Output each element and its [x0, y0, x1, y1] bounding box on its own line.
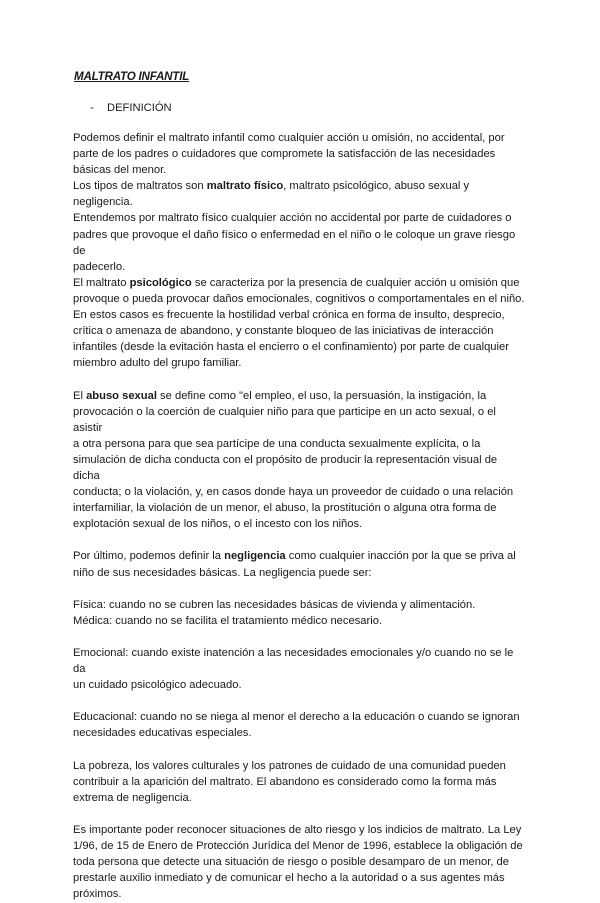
text-run: , maltrato psicológico, abuso sexual y negligencia. [73, 180, 470, 209]
section-heading-label: DEFINICIÓN [107, 102, 172, 114]
text-line: La pobreza, los valores culturales y los patrones de cuidado de una comunidad pueden [73, 759, 506, 772]
text-line: explotación sexual de los niños, o el incesto con los niños. [73, 518, 363, 531]
bold-term: maltrato físico [206, 180, 284, 193]
bold-term: negligencia [224, 550, 286, 563]
text-line: Física: cuando no se cubren las necesidades básicas de vivienda y alimentación. [73, 598, 476, 611]
bold-term: psicológico [129, 276, 192, 289]
text-line: a otra persona para que sea partícipe de una conducta sexualmente explícita, o la [73, 437, 481, 450]
paragraph-neglect-physical-medical [73, 597, 525, 629]
section-heading [90, 102, 172, 114]
text-line: básicas del menor. [73, 164, 167, 177]
paragraph-gap [73, 532, 525, 548]
paragraph-neglect-educational [73, 709, 525, 741]
paragraph-sexual-abuse [73, 388, 525, 533]
paragraph-gap [73, 371, 525, 387]
text-line: conducta; o la violación, y, en casos donde haya un proveedor de cuidado o una relación [73, 486, 514, 499]
text-line: miembro adulto del grupo familiar. [73, 357, 242, 370]
text-line: padres que provoque el daño físico o enfermedad en el niño o le coloque un grave riesgo de [73, 228, 516, 257]
text-line: parte de los padres o cuidadores que compromete la satisfacción de las necesidades [73, 148, 496, 161]
text-line: interfamiliar, la violación de un menor, el abuso, la prostitución o alguna otra forma de [73, 502, 497, 515]
text-line: 1/96, de 15 de Enero de Protección Jurídica del Menor de 1996, establece la obligación de [73, 840, 523, 853]
paragraph-law [73, 822, 525, 902]
text-run: Los tipos de maltratos son [73, 180, 207, 193]
bold-term: abuso sexual [86, 389, 157, 402]
text-line: simulación de dicha conducta con el propósito de producir la representación visual de dicha [73, 453, 498, 482]
paragraph-gap [73, 806, 525, 822]
paragraph-gap [73, 581, 525, 597]
text-line: Entendemos por maltrato físico cualquier acción no accidental por parte de cuidadores o [73, 212, 512, 225]
text-run: como cualquier inacción por la que se priva al [285, 550, 516, 563]
text-line [73, 388, 525, 404]
paragraph-physical [73, 210, 525, 274]
text-line: niño de sus necesidades básicas. La negligencia puede ser: [73, 566, 372, 579]
text-line: provocación o la coerción de cualquier niño para que participe en un acto sexual, o el asistir [73, 405, 496, 434]
text-line: un cuidado psicológico adecuado. [73, 679, 242, 692]
paragraph-types [73, 178, 525, 210]
text-line: contribuir a la aparición del maltrato. El abandono es considerado como la forma más [73, 775, 497, 788]
text-line: necesidades educativas especiales. [73, 727, 252, 740]
text-line: Médica: cuando no se facilita el tratamiento médico necesario. [73, 614, 383, 627]
document-title: MALTRATO INFANTIL [74, 70, 190, 83]
paragraph-gap [73, 629, 525, 645]
text-run: se caracteriza por la presencia de cualquier acción u omisión que [191, 276, 520, 289]
text-line: toda persona que detecte una situación de riesgo o posible desamparo de un menor, de [73, 856, 509, 869]
text-line: próximos. [73, 888, 122, 901]
text-line: provoque o pueda provocar daños emocionales, cognitivos o comportamentales en el niño. [73, 292, 525, 305]
text-line: Es importante poder reconocer situaciones de alto riesgo y los indicios de maltrato. La Ley [73, 824, 522, 837]
text-line: crítica o amenaza de abandono, y constante bloqueo de las iniciativas de interacción [73, 325, 494, 338]
list-dash: - [90, 102, 94, 114]
text-run: Por último, podemos definir la [73, 550, 225, 563]
text-line: prestarle auxilio inmediato y de comunicar el hecho a la autoridad o a sus agentes más [73, 872, 505, 885]
paragraph-poverty [73, 758, 525, 806]
text-line [73, 548, 525, 564]
paragraph-neglect [73, 548, 525, 580]
text-line: infantiles (desde la evitación hasta el encierro o el confinamiento) por parte de cualquier [73, 341, 509, 354]
text-run: El maltrato [73, 276, 130, 289]
paragraph-gap [73, 742, 525, 758]
paragraph-gap [73, 693, 525, 709]
document-body [73, 130, 525, 903]
text-line [73, 275, 525, 291]
paragraph-psychological [73, 275, 525, 372]
text-line: En estos casos es frecuente la hostilidad verbal crónica en forma de insulto, desprecio, [73, 309, 505, 322]
text-line: extrema de negligencia. [73, 791, 192, 804]
text-line: Podemos definir el maltrato infantil como cualquier acción u omisión, no accidental, por [73, 132, 505, 144]
text-line: Emocional: cuando existe inatención a las necesidades emocionales y/o cuando no se le da [73, 647, 514, 676]
text-line: Educacional: cuando no se niega al menor el derecho a la educación o cuando se ignoran [73, 711, 520, 724]
paragraph-neglect-emotional [73, 645, 525, 693]
text-run: El [73, 389, 87, 402]
text-run: se define como "el empleo, el uso, la persuasión, la instigación, la [156, 389, 487, 402]
paragraph-intro [73, 130, 525, 178]
text-line: padecerlo. [73, 260, 126, 273]
